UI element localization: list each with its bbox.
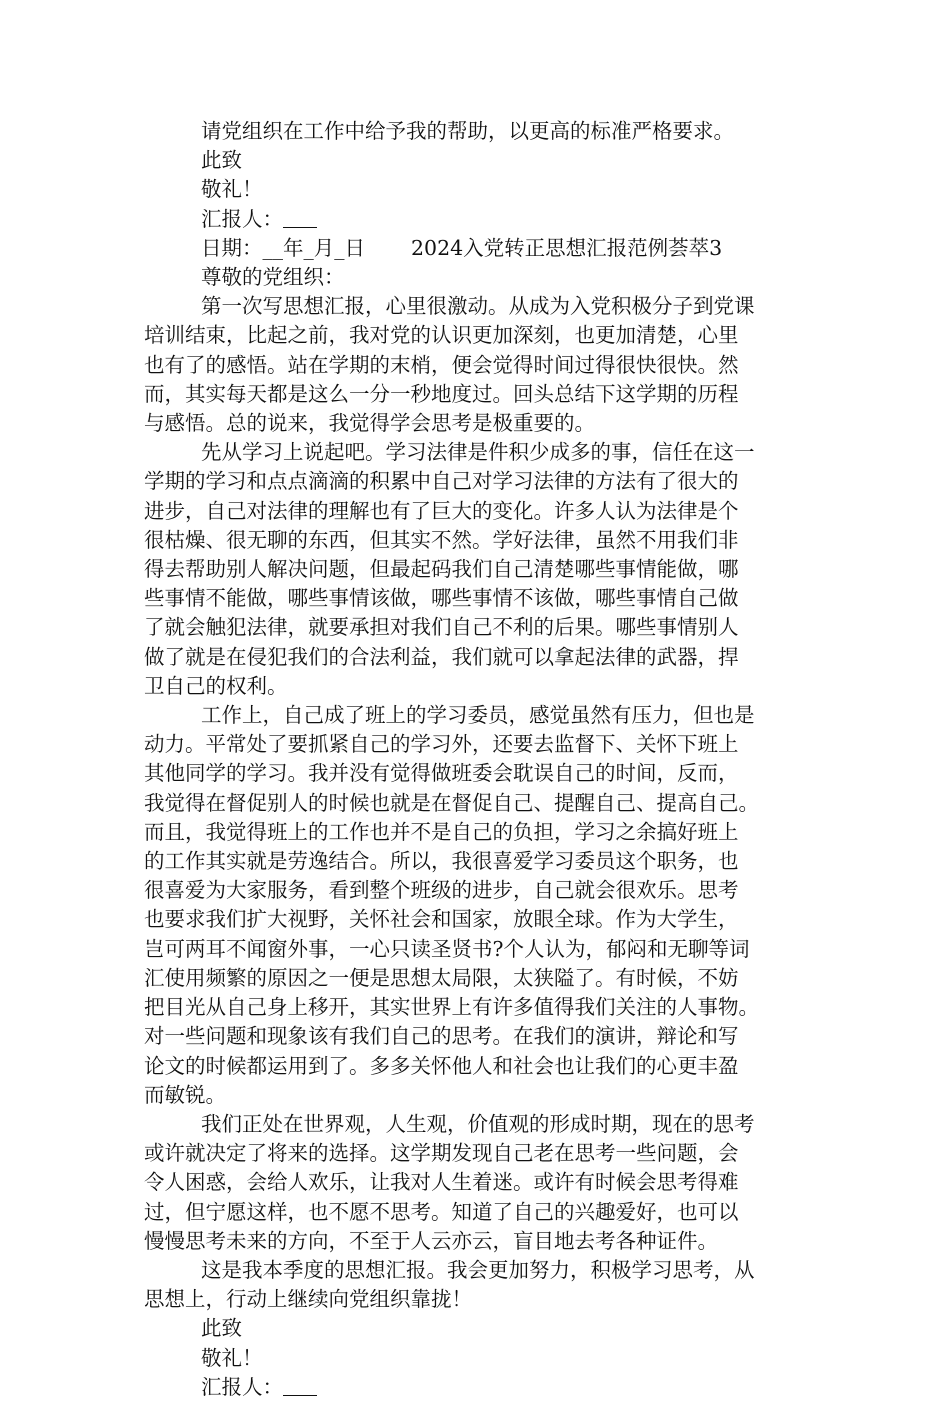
- paragraph-line: 我们正处在世界观，人生观，价值观的形成时期，现在的思考: [201, 1111, 755, 1136]
- paragraph-line: 进步，自己对法律的理解也有了巨大的变化。许多人认为法律是个: [144, 498, 739, 523]
- paragraph-line: 岂可两耳不闻窗外事，一心只读圣贤书?个人认为，郁闷和无聊等词: [144, 936, 750, 961]
- closing-reporter-line: [144, 1373, 820, 1402]
- paragraph-line: 做了就是在侵犯我们的合法利益，我们就可以拿起法律的武器，捍: [144, 644, 739, 669]
- paragraph-line: 很枯燥、很无聊的东西，但其实不然。学好法律，虽然不用我们非: [144, 527, 739, 552]
- section-title: 2024入党转正思想汇报范例荟萃3: [411, 235, 723, 260]
- paragraph-line: 对一些问题和现象该有我们自己的思考。在我们的演讲，辩论和写: [144, 1024, 739, 1049]
- date-label: 日期：__年_月_日: [201, 235, 365, 260]
- paragraph-5: [144, 1256, 820, 1314]
- paragraph-line: 令人困惑，会给人欢乐，让我对人生着迷。或许有时候会思考得难: [144, 1170, 739, 1195]
- paragraph-line: 也有了的感悟。站在学期的末梢，便会觉得时间过得很快很快。然: [144, 352, 739, 377]
- paragraph-line: 慢慢思考未来的方向，不至于人云亦云，盲目地去考各种证件。: [144, 1228, 718, 1253]
- paragraph-line: 了就会触犯法律，就要承担对我们自己不利的后果。哪些事情别人: [144, 615, 739, 640]
- paragraph-line: 很喜爱为大家服务，看到整个班级的进步，自己就会很欢乐。思考: [144, 878, 739, 903]
- closing-request-line: 请党组织在工作中给予我的帮助，以更高的标准严格要求。: [201, 119, 734, 143]
- paragraph-line: 或许就决定了将来的选择。这学期发现自己老在思考一些问题，会: [144, 1141, 739, 1166]
- paragraph-line: 论文的时候都运用到了。多多关怀他人和社会也让我们的心更丰盈: [144, 1053, 739, 1078]
- paragraph-line: 些事情不能做，哪些事情该做，哪些事情不该做，哪些事情自己做: [144, 586, 739, 611]
- paragraph-line: 我觉得在督促别人的时候也就是在督促自己、提醒自己、提高自己。: [144, 790, 759, 815]
- paragraph-line: 动力。平常处了要抓紧自己的学习外，还要去监督下、关怀下班上: [144, 732, 739, 757]
- closing-reporter-blank: [283, 1377, 317, 1396]
- paragraph-line: 卫自己的权利。: [144, 673, 288, 698]
- paragraph-line: 得去帮助别人解决问题，但最起码我们自己清楚哪些事情能做，哪: [144, 557, 739, 582]
- closing-reporter-label: 汇报人：: [201, 1374, 283, 1399]
- document-body: [144, 117, 820, 1402]
- paragraph-line: 这是我本季度的思想汇报。我会更加努力，积极学习思考，从: [201, 1257, 755, 1282]
- reporter-blank: [283, 209, 317, 228]
- reporter-line: [144, 205, 820, 234]
- paragraph-line: 把目光从自己身上移开，其实世界上有许多值得我们关注的人事物。: [144, 995, 759, 1020]
- salutation-cizhi: 此致: [201, 148, 242, 173]
- paragraph-2: [144, 438, 820, 701]
- paragraph-line: 工作上，自己成了班上的学习委员，感觉虽然有压力，但也是: [201, 703, 755, 728]
- paragraph-line: 培训结束，比起之前，我对党的认识更加深刻，也更加清楚，心里: [144, 323, 739, 348]
- paragraph-line: 而敏锐。: [144, 1082, 226, 1107]
- date-title-line: [144, 234, 820, 263]
- closing-salutation-jingli: 敬礼！: [201, 1345, 263, 1370]
- paragraph-line: 汇使用频繁的原因之一便是思想太局限，太狭隘了。有时候，不妨: [144, 965, 739, 990]
- closing-salutation-cizhi: 此致: [201, 1316, 242, 1341]
- paragraph-3: [144, 701, 820, 1110]
- paragraph-4: [144, 1110, 820, 1256]
- paragraph-line: 而且，我觉得班上的工作也并不是自己的负担，学习之余搞好班上: [144, 819, 739, 844]
- paragraph-line: 学期的学习和点点滴滴的积累中自己对学习法律的方法有了很大的: [144, 469, 739, 494]
- greeting: 尊敬的党组织：: [201, 265, 345, 290]
- paragraph-line: 第一次写思想汇报，心里很激动。从成为入党积极分子到党课: [201, 294, 755, 319]
- paragraph-line: 其他同学的学习。我并没有觉得做班委会耽误自己的时间，反而，: [144, 761, 739, 786]
- salutation-jingli: 敬礼！: [201, 177, 263, 202]
- paragraph-line: 先从学习上说起吧。学习法律是件积少成多的事，信任在这一: [201, 440, 755, 465]
- paragraph-line: 过，但宁愿这样，也不愿不思考。知道了自己的兴趣爱好，也可以: [144, 1199, 739, 1224]
- paragraph-line: 也要求我们扩大视野，关怀社会和国家，放眼全球。作为大学生，: [144, 907, 739, 932]
- paragraph-line: 思想上，行动上继续向党组织靠拢！: [144, 1287, 472, 1312]
- paragraph-line: 的工作其实就是劳逸结合。所以，我很喜爱学习委员这个职务，也: [144, 849, 739, 874]
- paragraph-line: 与感悟。总的说来，我觉得学会思考是极重要的。: [144, 411, 595, 436]
- reporter-label: 汇报人：: [201, 206, 283, 231]
- paragraph-line: 而，其实每天都是这么一分一秒地度过。回头总结下这学期的历程: [144, 381, 739, 406]
- paragraph-1: [144, 292, 820, 438]
